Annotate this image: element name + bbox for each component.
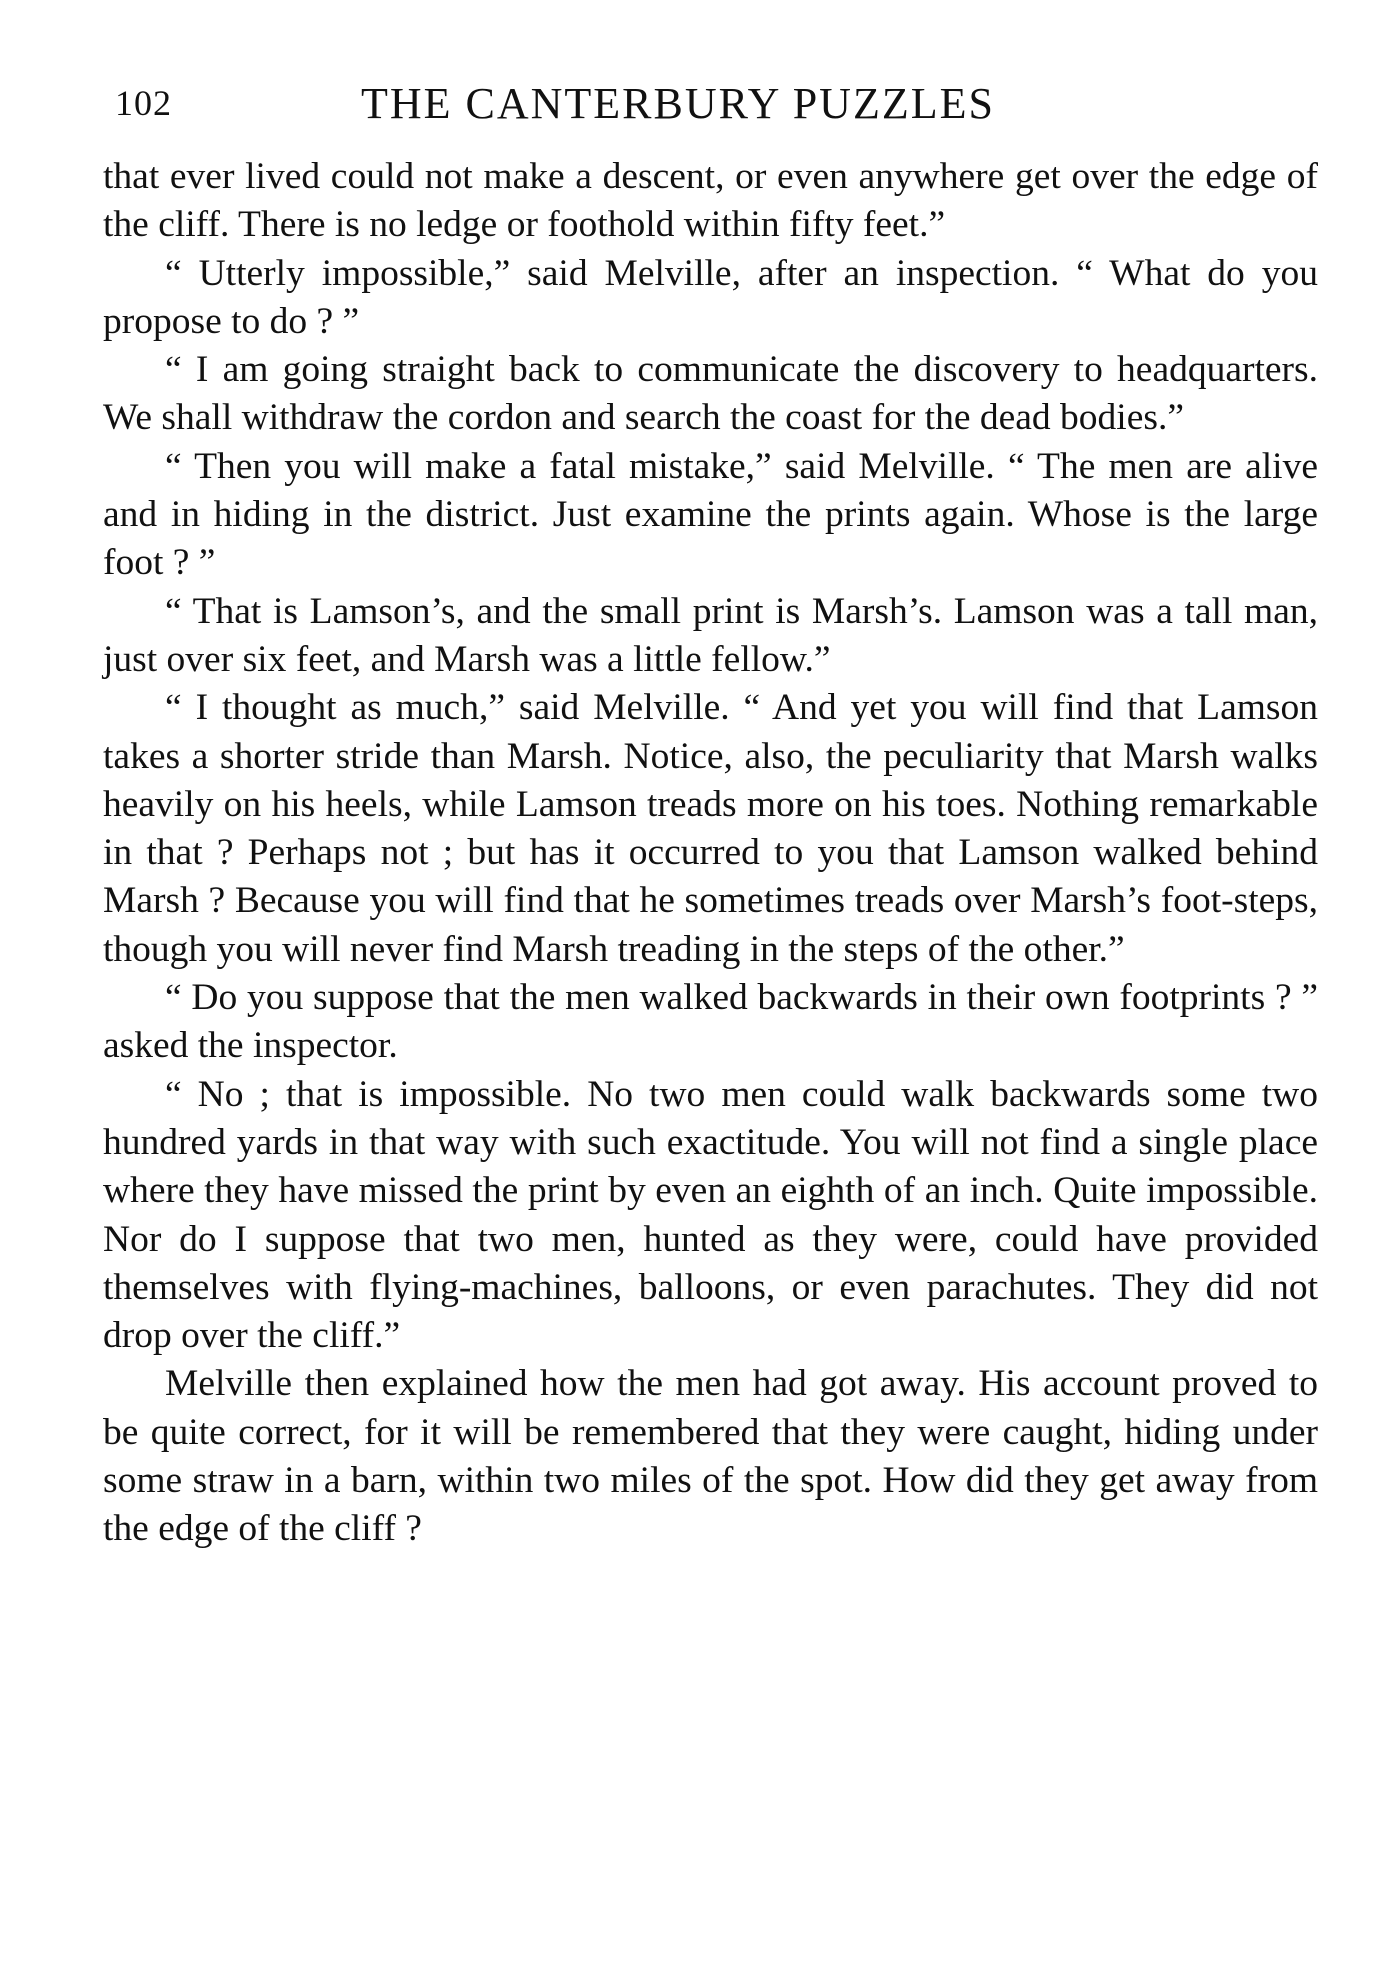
paragraph-headquarters: “ I am going straight back to communicate the discovery to headquarters. We shall withdraw the cordon and search the coast for the dead bodies.” [103,349,1318,439]
paragraph-impossible: “ No ; that is impossible. No two men could walk backwards some two hundred yards in that way with such exactitude. You will not find a single place where they have missed the print by even an eighth of an inch. Quite impossible. Nor do I suppose that two men, hunted as they were, could have provided themselves with flying-machines, balloons, or even parachutes. They did not drop over the cliff.” [103,1073,1318,1357]
page-body-text [103,153,1318,1554]
page-header [103,78,1318,138]
running-title: THE CANTERBURY PUZZLES [361,79,995,128]
paragraph-explanation: Melville then explained how the men had got away. His account proved to be quite correct, for it will be remembered that they were caught, hiding under some straw in a barn, within two miles of the spot. How did they get away from the edge of the cliff ? [103,1363,1318,1550]
paragraph-shorter-stride: “ I thought as much,” said Melville. “ And yet you will find that Lamson takes a shorter stride than Marsh. Notice, also, the peculiarity that Marsh walks heavily on his heels, while Lamson treads more on his toes. Nothing remarkable in that ? Perhaps not ; but has it occurred to you that Lamson walked behind Marsh ? Because you will find that he sometimes treads over Marsh’s foot-steps, though you will never find Marsh treading in the steps of the other.” [103,687,1318,970]
paragraph-walked-backwards: “ Do you suppose that the men walked backwards in their own footprints ? ” asked the inspector. [103,977,1318,1067]
paragraph-continued: that ever lived could not make a descent, or even anywhere get over the edge of the cliff. There is no ledge or foothold within fifty feet.” [103,156,1318,246]
paragraph-utterly-impossible: “ Utterly impossible,” said Melville, after an inspection. “ What do you propose to do ? ” [103,252,1318,342]
page-number: 102 [115,83,172,123]
paragraph-fatal-mistake: “ Then you will make a fatal mistake,” said Melville. “ The men are alive and in hiding in the district. Just examine the prints again. Whose is the large foot ? ” [103,445,1318,584]
paragraph-lamson-print: “ That is Lamson’s, and the small print is Marsh’s. Lamson was a tall man, just over six feet, and Marsh was a little fellow.” [103,590,1318,680]
